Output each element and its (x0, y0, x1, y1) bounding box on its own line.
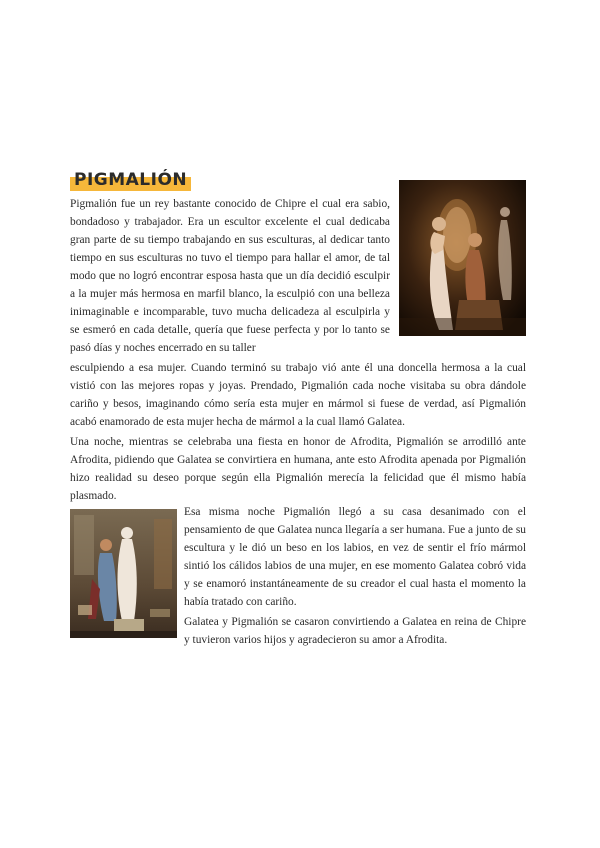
paragraph-2: esculpiendo a esa mujer. Cuando terminó su trabajo vió ante él una doncella hermosa a la cual vistió con las mejores ropas y joyas. Prendado, Pigmalión cada noche visitaba su obra dándole cariño y besos, imaginando cómo sería esta mujer en mármol si fuese de verdad, así Pigmalión acabó enamorado de esta mujer hecha de mármol a la cual llamó Galatea. (70, 362, 526, 428)
page-title: PIGMALIÓN (70, 168, 191, 191)
paragraph-5: Galatea y Pigmalión se casaron convirtiendo a Galatea en reina de Chipre y tuvieron varios hijos y agradecieron su amor a Afrodita. (184, 616, 526, 646)
paragraph-1: Pigmalión fue un rey bastante conocido de Chipre el cual era sabio, bondadoso y trabajador. Era un escultor excelente el cual dedicaba gran parte de su tiempo trabajando en sus esculturas, al dedicar tanto tiempo en sus esculturas no tuvo el tiempo para hallar el amor, de tal modo que no logró encontrar esposa hasta que un día decidió esculpir a la mujer más hermosa en marfil blanco, la esculpió con una belleza inimaginable e incomparable, tuvo mucha delicadeza al esculpirla y se esmeró en cada detalle, quería que fuese perfecta y por lo tanto se pasó días y noches encerrado en su taller (70, 198, 390, 354)
paragraph-4: Esa misma noche Pigmalión llegó a su casa desanimado con el pensamiento de que Galatea nunca llegaría a ser humana. Fue a junto de su escultura y le dió un beso en los labios, en vez de sentir el frío mármol sintió los cálidos labios de una mujer, en ese momento Galatea cobró vida y se enamoró instantáneamente de su creador el cual hasta el momento la había tratado con cariño. (184, 506, 526, 608)
pygmalion-sculptor-painting (70, 509, 177, 638)
paragraph-3: Una noche, mientras se celebraba una fiesta en honor de Afrodita, Pigmalión se arrodilló ante Afrodita, pidiendo que Galatea se convirtiera en humana, ante esto Afrodita apenada por Pigmalión hizo realidad su deseo porque según ella Pigmalión merecía la felicidad que él mismo había plasmado. (70, 436, 526, 502)
pygmalion-galatea-painting (399, 180, 526, 336)
